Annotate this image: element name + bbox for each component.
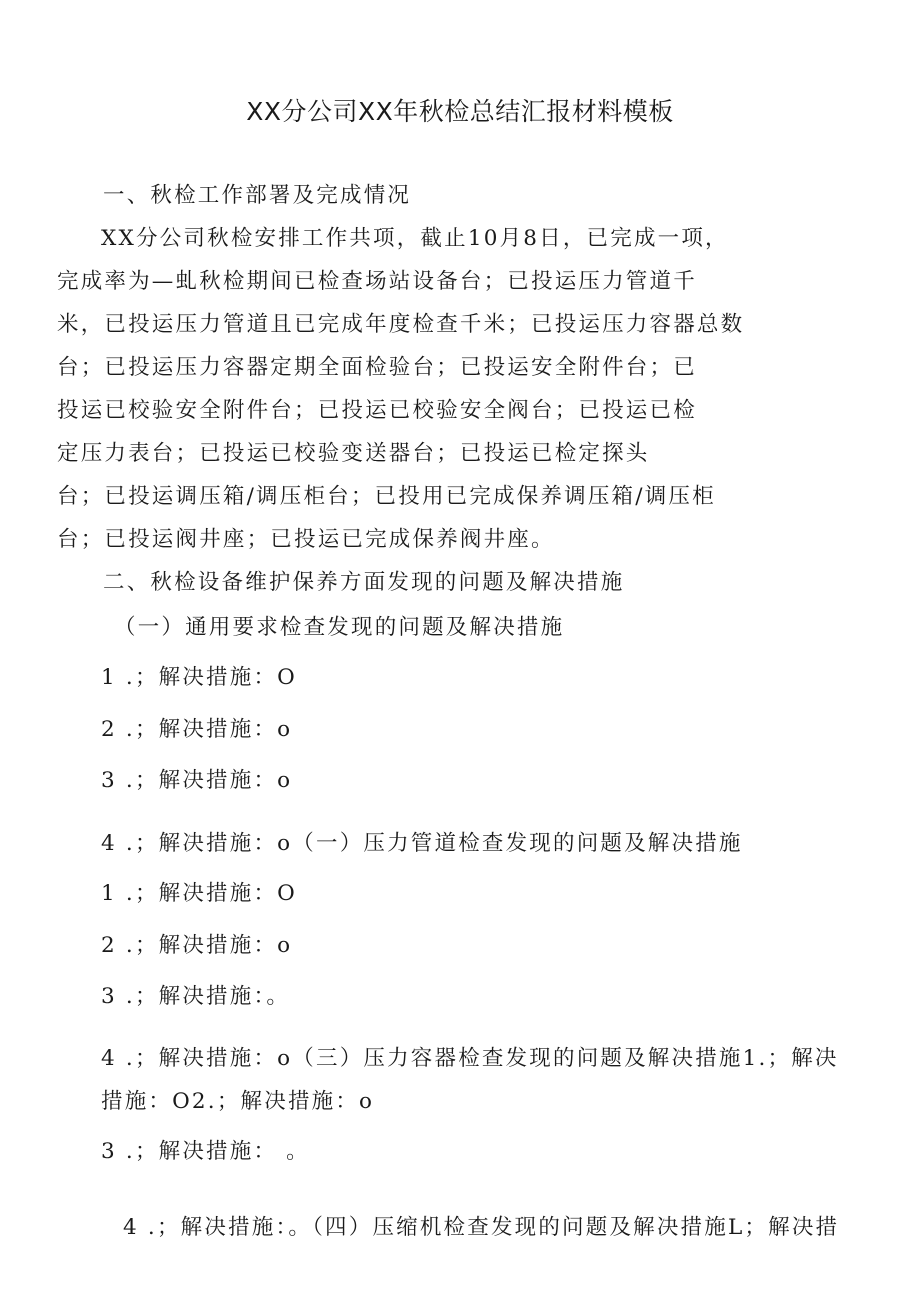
document-title: XX分公司XX年秋检总结汇报材料模板 — [246, 97, 674, 126]
paragraph-line: 投运已校验安全附件台；已投运已校验安全阀台；已投运已检 — [57, 398, 697, 423]
section-heading-2: 二、秋检设备维护保养方面发现的问题及解决措施 — [103, 570, 625, 595]
list-item: 措施：O2.；解决措施：o — [101, 1089, 375, 1114]
list-item: 3 .；解决措施： 。 — [101, 1139, 310, 1164]
paragraph-line: XX分公司秋检安排工作共项，截止10月8日，已完成一项， — [101, 226, 729, 251]
list-item: 1 .；解决措施：O — [101, 881, 297, 906]
paragraph-line: 台；已投运压力容器定期全面检验台；已投运安全附件台；已 — [57, 355, 697, 380]
list-item: 4 .；解决措施：o（一）压力管道检查发现的问题及解决措施 — [101, 831, 743, 856]
list-item: 1 .；解决措施：O — [101, 665, 297, 690]
paragraph-line: 台；已投运阀井座；已投运已完成保养阀井座。 — [57, 527, 555, 552]
list-item: 2 .；解决措施：o — [101, 717, 293, 742]
section-heading-1: 一、秋检工作部署及完成情况 — [103, 183, 412, 208]
list-item: 2 .；解决措施：o — [101, 933, 293, 958]
list-item: 4 .；解决措施：o（三）压力容器检查发现的问题及解决措施1.；解决 — [101, 1046, 839, 1071]
paragraph-line: 定压力表台；已投运已校验变送器台；已投运已检定探头 — [57, 441, 650, 466]
paragraph-line: 米，已投运压力管道且已完成年度检查千米；已投运压力容器总数 — [57, 312, 745, 337]
list-item: 4 .；解决措施：。（四）压缩机检查发现的问题及解决措施L；解决措 — [123, 1215, 840, 1240]
paragraph-line: 台；已投运调压箱/调压柜台；已投用已完成保养调压箱/调压柜 — [57, 484, 716, 509]
list-item: 3 .；解决措施：o — [101, 768, 293, 793]
subsection-heading: （一）通用要求检查发现的问题及解决措施 — [114, 615, 565, 640]
list-item: 3 .；解决措施：。 — [101, 984, 291, 1009]
paragraph-line: 完成率为—虬秋检期间已检查场站设备台；已投运压力管道千 — [57, 269, 697, 294]
